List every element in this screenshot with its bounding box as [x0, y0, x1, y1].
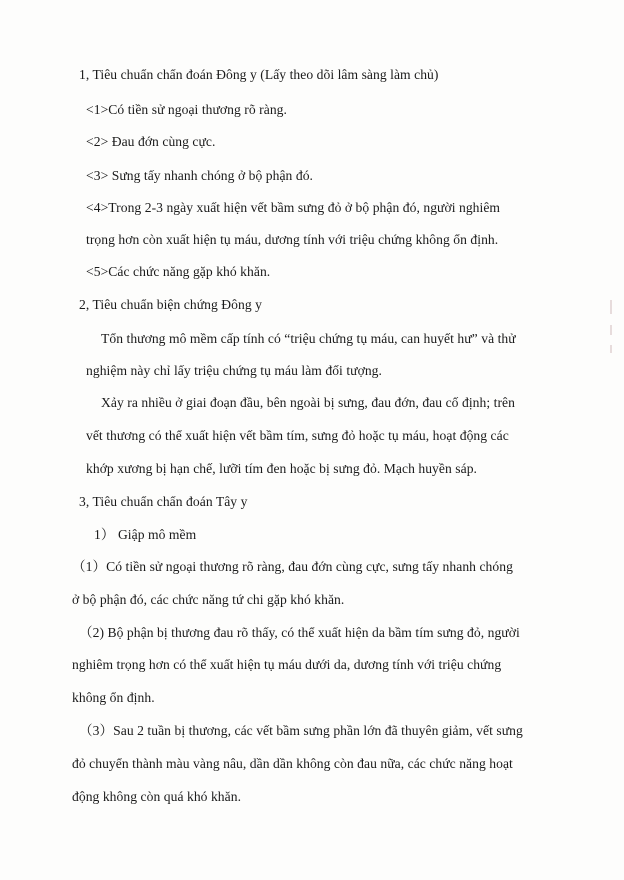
- heading-1: 1, Tiêu chuẩn chẩn đoán Đông y (Lấy theo dõi lâm sàng làm chủ): [79, 67, 439, 82]
- scan-mark: [610, 345, 612, 353]
- criterion-4-cont: trọng hơn còn xuất hiện tụ máu, dương tính với triệu chứng không ổn định.: [86, 232, 499, 247]
- item-2-line-1: （2) Bộ phận bị thương đau rõ thấy, có thể xuất hiện da bầm tím sưng đỏ, người: [79, 625, 520, 640]
- item-1-line-2: ở bộ phận đó, các chức năng tứ chi gặp khó khăn.: [72, 592, 345, 607]
- criterion-4: <4>Trong 2-3 ngày xuất hiện vết bầm sưng đỏ ở bộ phận đó, người nghiêm: [86, 200, 501, 215]
- criterion-5: <5>Các chức năng gặp khó khăn.: [86, 264, 271, 279]
- heading-2: 2, Tiêu chuẩn biện chứng Đông y: [79, 297, 262, 312]
- subheading-1: 1） Giập mô mềm: [94, 527, 197, 542]
- item-2-line-3: không ổn định.: [72, 690, 155, 705]
- heading-3: 3, Tiêu chuẩn chẩn đoán Tây y: [79, 494, 248, 509]
- item-1-line-1: （1）Có tiền sử ngoại thương rõ ràng, đau đớn cùng cực, sưng tấy nhanh chóng: [72, 559, 513, 574]
- paragraph-2-line-3: khớp xương bị hạn chế, lưỡi tím đen hoặc bị sưng đỏ. Mạch huyền sáp.: [86, 461, 478, 476]
- criterion-2: <2> Đau đớn cùng cực.: [86, 134, 216, 149]
- paragraph-2-line-1: Xảy ra nhiều ở giai đoạn đầu, bên ngoài bị sưng, đau đớn, đau cố định; trên: [101, 395, 515, 410]
- paragraph-1-line-1: Tổn thương mô mềm cấp tính có “triệu chứng tụ máu, can huyết hư” và thử: [101, 331, 516, 346]
- item-3-line-3: động không còn quá khó khăn.: [72, 789, 242, 804]
- criterion-3: <3> Sưng tấy nhanh chóng ở bộ phận đó.: [86, 168, 313, 183]
- scan-mark: [610, 325, 612, 335]
- scan-mark: [610, 300, 612, 314]
- criterion-1: <1>Có tiền sử ngoại thương rõ ràng.: [86, 102, 287, 117]
- item-3-line-2: đỏ chuyển thành màu vàng nâu, dần dần không còn đau nữa, các chức năng hoạt: [72, 756, 513, 771]
- item-3-line-1: （3）Sau 2 tuần bị thương, các vết bầm sưng phần lớn đã thuyên giảm, vết sưng: [79, 723, 523, 738]
- item-2-line-2: nghiêm trọng hơn có thể xuất hiện tụ máu dưới da, dương tính với triệu chứng: [72, 657, 502, 672]
- paragraph-2-line-2: vết thương có thể xuất hiện vết bầm tím, sưng đỏ hoặc tụ máu, hoạt động các: [86, 428, 509, 443]
- paragraph-1-line-2: nghiệm này chỉ lấy triệu chứng tụ máu làm đối tượng.: [86, 363, 382, 378]
